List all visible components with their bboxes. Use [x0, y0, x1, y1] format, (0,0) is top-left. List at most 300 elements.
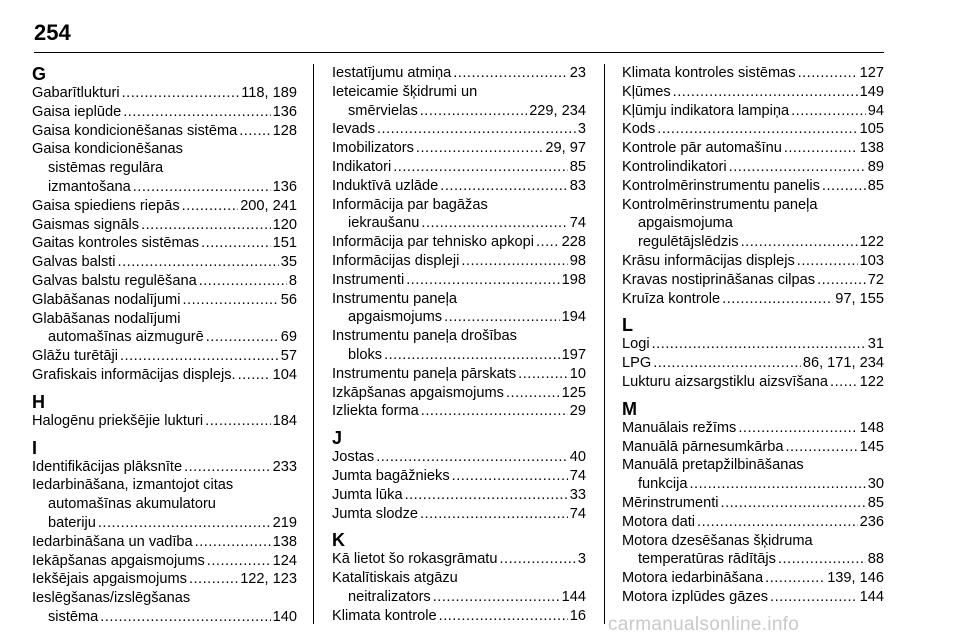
index-section	[622, 315, 884, 391]
entry-heading-line: Informācija par bagāžas	[332, 196, 488, 213]
index-entry	[332, 365, 586, 384]
entry-row	[332, 158, 586, 177]
index-entry	[332, 550, 586, 569]
entry-page-numbers: 184	[272, 412, 297, 429]
entry-page-numbers: 72	[867, 271, 884, 288]
entry-text: LPG	[622, 355, 652, 372]
index-entry	[332, 271, 586, 290]
entry-row	[622, 233, 884, 252]
dot-leader	[420, 505, 568, 524]
entry-row	[32, 552, 297, 571]
entry-row	[622, 569, 884, 588]
entry-row	[32, 122, 297, 141]
entry-page-numbers: 120	[272, 216, 297, 233]
index-entry	[32, 140, 297, 196]
entry-text: Glāžu turētāji	[32, 348, 118, 365]
entry-row	[622, 419, 884, 438]
dot-leader	[536, 233, 560, 252]
index-entry	[622, 252, 884, 271]
entry-row	[622, 335, 884, 354]
entry-row	[622, 475, 884, 494]
index-entry	[622, 271, 884, 290]
entry-text: izmantošana	[48, 178, 131, 195]
entry-page-numbers: 85	[867, 177, 884, 194]
entry-text: sistēma	[48, 608, 99, 625]
entry-row	[332, 139, 586, 158]
entry-row	[622, 102, 884, 121]
entry-text: Kļūmju indikatora lampiņa	[622, 102, 790, 119]
entry-row	[32, 253, 297, 272]
entry-text: Grafiskais informācijas displejs.	[32, 366, 236, 383]
entry-page-numbers: 57	[280, 348, 297, 365]
entry-page-numbers: 29	[569, 403, 586, 420]
entry-text: Imobilizators	[332, 140, 414, 157]
index-section	[332, 64, 586, 421]
entry-page-numbers: 94	[867, 102, 884, 119]
entry-text: Motora izplūdes gāzes	[622, 588, 769, 605]
dot-leader	[784, 139, 858, 158]
entry-row	[32, 197, 297, 216]
entry-page-numbers: 31	[867, 336, 884, 353]
entry-text: Informācijas displeji	[332, 252, 460, 269]
index-entry	[622, 532, 884, 570]
entry-text: Kontrolmērinstrumentu panelis	[622, 177, 820, 194]
entry-text: Manuālais režīms	[622, 419, 737, 436]
entry-row	[332, 120, 586, 139]
index-entry	[32, 458, 297, 477]
dot-leader	[452, 467, 568, 486]
entry-text: Gaisa kondicionēšanas sistēma	[32, 122, 238, 139]
entry-row	[332, 384, 586, 403]
entry-row	[622, 438, 884, 457]
entry-text: Jostas	[332, 449, 375, 466]
dot-leader	[653, 354, 801, 373]
entry-heading-line: Motora dzesēšanas šķidruma	[622, 532, 813, 549]
entry-row	[332, 467, 586, 486]
index-entry	[32, 103, 297, 122]
entry-text: Kļūmes	[622, 83, 671, 100]
entry-page-numbers: 236	[859, 513, 884, 530]
index-entry	[332, 569, 586, 607]
entry-text: Kontrole pār automašīnu	[622, 140, 782, 157]
entry-page-numbers: 56	[280, 291, 297, 308]
entry-heading-line: Iedarbināšana, izmantojot citas	[32, 477, 234, 494]
entry-row	[332, 214, 586, 233]
entry-row	[332, 64, 586, 83]
index-entry	[32, 570, 297, 589]
entry-text: Jumta lūka	[332, 486, 403, 503]
entry-page-numbers: 127	[859, 65, 884, 81]
index-entry	[332, 448, 586, 467]
entry-text: Jumta bagāžnieks	[332, 467, 450, 484]
entry-page-numbers: 16	[569, 607, 586, 624]
index-column-1	[32, 64, 297, 634]
entry-page-numbers: 89	[867, 158, 884, 175]
entry-heading-line: automašīnas akumulatoru	[48, 496, 216, 513]
entry-heading-line: sistēmas regulāra	[48, 160, 164, 177]
entry-heading-line: Instrumentu paneļa	[332, 290, 457, 307]
entry-text: temperatūras rādītājs	[638, 551, 776, 568]
dot-leader	[722, 290, 833, 309]
dot-leader	[453, 64, 568, 83]
entry-page-numbers: 200, 241	[240, 197, 297, 214]
dot-leader	[376, 448, 568, 467]
index-entry	[332, 505, 586, 524]
entry-row	[622, 83, 884, 102]
entry-text: neitralizators	[348, 588, 431, 605]
entry-text: Kontrolindikatori	[622, 158, 727, 175]
dot-leader	[518, 365, 568, 384]
index-entry	[332, 290, 586, 328]
entry-text: bloks	[348, 346, 383, 363]
index-entry	[622, 102, 884, 121]
entry-page-numbers: 233	[272, 458, 297, 475]
index-entry	[32, 216, 297, 235]
entry-row	[32, 570, 297, 589]
dot-leader	[657, 120, 857, 139]
entry-text: automašīnas aizmugurē	[48, 329, 204, 346]
dot-leader	[721, 494, 866, 513]
dot-leader	[118, 253, 279, 272]
entry-text: iekraušanu	[348, 215, 420, 232]
entry-page-numbers: 198	[561, 271, 586, 288]
entry-text: Gaitas kontroles sistēmas	[32, 235, 200, 252]
index-entry	[622, 158, 884, 177]
dot-leader	[421, 214, 567, 233]
dot-leader	[120, 347, 279, 366]
entry-page-numbers: 29, 97	[545, 140, 586, 157]
index-entry	[32, 589, 297, 627]
dot-leader	[238, 366, 271, 385]
index-entry	[332, 467, 586, 486]
index-entry	[32, 84, 297, 103]
entry-row	[332, 486, 586, 505]
index-entry	[622, 64, 884, 83]
section-letter: L	[622, 315, 633, 336]
entry-page-numbers: 104	[272, 366, 297, 383]
index-section	[332, 530, 586, 625]
entry-row	[332, 308, 586, 327]
index-entry	[32, 366, 297, 385]
dot-leader	[770, 588, 858, 607]
entry-text: Mērinstrumenti	[622, 494, 719, 511]
entry-row	[332, 233, 586, 252]
dot-leader	[729, 158, 866, 177]
dot-leader	[420, 102, 527, 121]
dot-leader	[122, 84, 240, 103]
entry-row	[622, 550, 884, 569]
entry-page-numbers: 69	[280, 329, 297, 346]
dot-leader	[199, 272, 287, 291]
index-entry	[622, 83, 884, 102]
index-column-3	[622, 64, 884, 614]
index-entry	[332, 252, 586, 271]
entry-page-numbers: 128	[272, 122, 297, 139]
section-letter: I	[32, 437, 38, 458]
section-letter: H	[32, 391, 45, 412]
index-column-2	[332, 64, 586, 633]
entry-row	[622, 271, 884, 290]
section-letter: K	[332, 530, 345, 551]
section-letter: G	[32, 64, 47, 84]
dot-leader	[765, 569, 825, 588]
entry-heading-line: Ieteicamie šķidrumi un	[332, 83, 478, 100]
entry-text: apgaismojums	[348, 309, 443, 326]
entry-page-numbers: 229, 234	[529, 102, 586, 119]
index-entry	[622, 335, 884, 354]
dot-leader	[822, 177, 866, 196]
entry-text: Indikatori	[332, 158, 392, 175]
dot-leader	[98, 514, 271, 533]
entry-text: Gaisa spiediens riepās	[32, 197, 180, 214]
index-section	[332, 428, 586, 523]
index-entry	[622, 290, 884, 309]
entry-row	[622, 177, 884, 196]
dot-leader	[207, 552, 271, 571]
index-entry	[32, 310, 297, 348]
section-letter: J	[332, 428, 343, 449]
dot-leader	[377, 120, 576, 139]
entry-row	[332, 607, 586, 626]
entry-page-numbers: 118, 189	[241, 85, 297, 101]
index-section	[32, 64, 297, 385]
index-entry	[332, 486, 586, 505]
entry-text: Iekāpšanas apgaismojums	[32, 552, 205, 569]
index-entry	[32, 291, 297, 310]
entry-page-numbers: 194	[561, 309, 586, 326]
index-section	[622, 64, 884, 308]
entry-heading-line: Katalītiskais atgāzu	[332, 570, 458, 587]
dot-leader	[141, 216, 271, 235]
index-entry	[622, 456, 884, 494]
index-entry	[622, 513, 884, 532]
entry-row	[622, 120, 884, 139]
dot-leader	[673, 83, 858, 102]
index-entry	[32, 412, 297, 431]
index-entry	[622, 438, 884, 457]
entry-text: Informācija par tehnisko apkopi	[332, 234, 534, 251]
index-entry	[332, 402, 586, 421]
entry-page-numbers: 138	[859, 140, 884, 157]
entry-page-numbers: 148	[859, 419, 884, 436]
index-entry	[622, 373, 884, 392]
dot-leader	[189, 570, 238, 589]
entry-text: Galvas balsti	[32, 254, 116, 271]
entry-text: Ievads	[332, 121, 375, 138]
dot-leader	[697, 513, 858, 532]
index-entry	[32, 533, 297, 552]
entry-row	[32, 272, 297, 291]
entry-page-numbers: 33	[569, 486, 586, 503]
entry-page-numbers: 86, 171, 234	[802, 355, 884, 372]
index-section	[622, 399, 884, 607]
entry-row	[332, 448, 586, 467]
entry-text: Izliekta forma	[332, 403, 419, 420]
entry-row	[332, 588, 586, 607]
entry-text: Iedarbināšana un vadība	[32, 533, 193, 550]
index-entry	[622, 177, 884, 196]
index-entry	[332, 607, 586, 626]
entry-heading-line: Gaisa kondicionēšanas	[32, 141, 183, 158]
entry-text: Gaismas signāls	[32, 216, 140, 233]
dot-leader	[499, 550, 575, 569]
dot-leader	[506, 384, 560, 403]
entry-row	[32, 514, 297, 533]
page-number: 254	[34, 20, 71, 45]
entry-page-numbers: 138	[272, 533, 297, 550]
entry-page-numbers: 219	[272, 514, 297, 531]
entry-page-numbers: 145	[859, 438, 884, 455]
section-letter: M	[622, 398, 637, 419]
entry-page-numbers: 74	[569, 505, 586, 522]
entry-page-numbers: 144	[859, 588, 884, 605]
entry-text: Kravas nostiprināšanas cilpas	[622, 271, 816, 288]
entry-page-numbers: 140	[272, 608, 297, 625]
entry-page-numbers: 149	[859, 83, 884, 100]
header-rule	[34, 52, 884, 53]
index-entry	[332, 196, 586, 234]
entry-text: Lukturu aizsargstiklu aizsvīšana	[622, 373, 829, 390]
entry-page-numbers: 83	[569, 177, 586, 194]
dot-leader	[785, 438, 857, 457]
dot-leader	[416, 139, 544, 158]
entry-text: Instrumenti	[332, 271, 405, 288]
entry-heading-line: apgaismojuma	[638, 215, 733, 232]
entry-text: Klimata kontrole	[332, 607, 437, 624]
dot-leader	[444, 308, 560, 327]
dot-leader	[406, 271, 559, 290]
entry-page-numbers: 10	[569, 365, 586, 382]
index-entry	[622, 419, 884, 438]
entry-page-numbers: 35	[280, 254, 297, 271]
entry-row	[32, 608, 297, 627]
index-entry	[32, 234, 297, 253]
dot-leader	[433, 588, 560, 607]
index-entry	[332, 64, 586, 83]
entry-page-numbers: 23	[569, 65, 586, 81]
entry-page-numbers: 136	[272, 178, 297, 195]
entry-text: Kruīza kontrole	[622, 290, 721, 307]
entry-text: Jumta slodze	[332, 505, 418, 522]
entry-row	[622, 290, 884, 309]
entry-text: Instrumentu paneļa pārskats	[332, 365, 517, 382]
entry-page-numbers: 105	[859, 121, 884, 138]
index-entry	[332, 158, 586, 177]
entry-row	[332, 252, 586, 271]
entry-row	[32, 328, 297, 347]
dot-leader	[440, 177, 567, 196]
entry-row	[32, 347, 297, 366]
index-entry	[622, 588, 884, 607]
entry-row	[622, 494, 884, 513]
index-entry	[32, 347, 297, 366]
entry-page-numbers: 85	[867, 494, 884, 511]
entry-row	[32, 458, 297, 477]
dot-leader	[182, 197, 239, 216]
entry-row	[32, 366, 297, 385]
entry-text: Induktīvā uzlāde	[332, 177, 439, 194]
entry-row	[32, 533, 297, 552]
index-entry	[622, 139, 884, 158]
entry-page-numbers: 122	[859, 373, 884, 390]
entry-row	[622, 588, 884, 607]
entry-row	[622, 373, 884, 392]
index-entry	[622, 569, 884, 588]
entry-text: regulētājslēdzis	[638, 234, 739, 251]
entry-page-numbers: 40	[569, 449, 586, 466]
entry-page-numbers: 103	[859, 252, 884, 269]
dot-leader	[461, 252, 567, 271]
index-entry	[622, 120, 884, 139]
dot-leader	[421, 402, 568, 421]
entry-page-numbers: 30	[867, 476, 884, 493]
entry-row	[332, 365, 586, 384]
entry-text: Krāsu informācijas displejs	[622, 252, 795, 269]
dot-leader	[741, 233, 858, 252]
entry-row	[332, 177, 586, 196]
dot-leader	[393, 158, 568, 177]
entry-text: Klimata kontroles sistēmas	[622, 65, 796, 81]
entry-heading-line: Ieslēgšanas/izslēgšanas	[32, 590, 191, 607]
entry-row	[32, 234, 297, 253]
index-entry	[622, 354, 884, 373]
dot-leader	[195, 533, 271, 552]
dot-leader	[791, 102, 866, 121]
index-entry	[332, 139, 586, 158]
dot-leader	[123, 103, 270, 122]
entry-row	[32, 291, 297, 310]
entry-text: funkcija	[638, 476, 688, 493]
entry-row	[622, 64, 884, 83]
entry-page-numbers: 197	[561, 346, 586, 363]
index-entry	[622, 494, 884, 513]
entry-row	[332, 550, 586, 569]
entry-text: Gabarītlukturi	[32, 85, 120, 101]
entry-page-numbers: 88	[867, 551, 884, 568]
entry-row	[32, 84, 297, 103]
entry-page-numbers: 98	[569, 252, 586, 269]
entry-page-numbers: 139, 146	[827, 570, 884, 587]
index-entry	[332, 120, 586, 139]
entry-row	[332, 402, 586, 421]
dot-leader	[405, 486, 568, 505]
column-divider-2	[604, 64, 605, 624]
entry-row	[332, 271, 586, 290]
entry-page-numbers: 122, 123	[240, 571, 297, 588]
dot-leader	[652, 335, 866, 354]
entry-page-numbers: 122	[859, 234, 884, 251]
entry-page-numbers: 3	[577, 121, 586, 138]
index-entry	[32, 476, 297, 532]
entry-text: Iekšējais apgaismojums	[32, 571, 187, 588]
dot-leader	[133, 178, 271, 197]
dot-leader	[798, 64, 858, 83]
entry-text: Manuālā pārnesumkārba	[622, 438, 784, 455]
dot-leader	[439, 607, 568, 626]
entry-page-numbers: 228	[561, 234, 586, 251]
index-section	[32, 392, 297, 431]
entry-page-numbers: 74	[569, 467, 586, 484]
entry-row	[32, 216, 297, 235]
dot-leader	[738, 419, 857, 438]
entry-row	[332, 102, 586, 121]
entry-row	[622, 158, 884, 177]
entry-row	[622, 513, 884, 532]
entry-text: Iestatījumu atmiņa	[332, 65, 452, 81]
entry-text: Motora iedarbināšana	[622, 570, 764, 587]
entry-text: Halogēnu priekšējie lukturi	[32, 412, 204, 429]
dot-leader	[689, 475, 865, 494]
